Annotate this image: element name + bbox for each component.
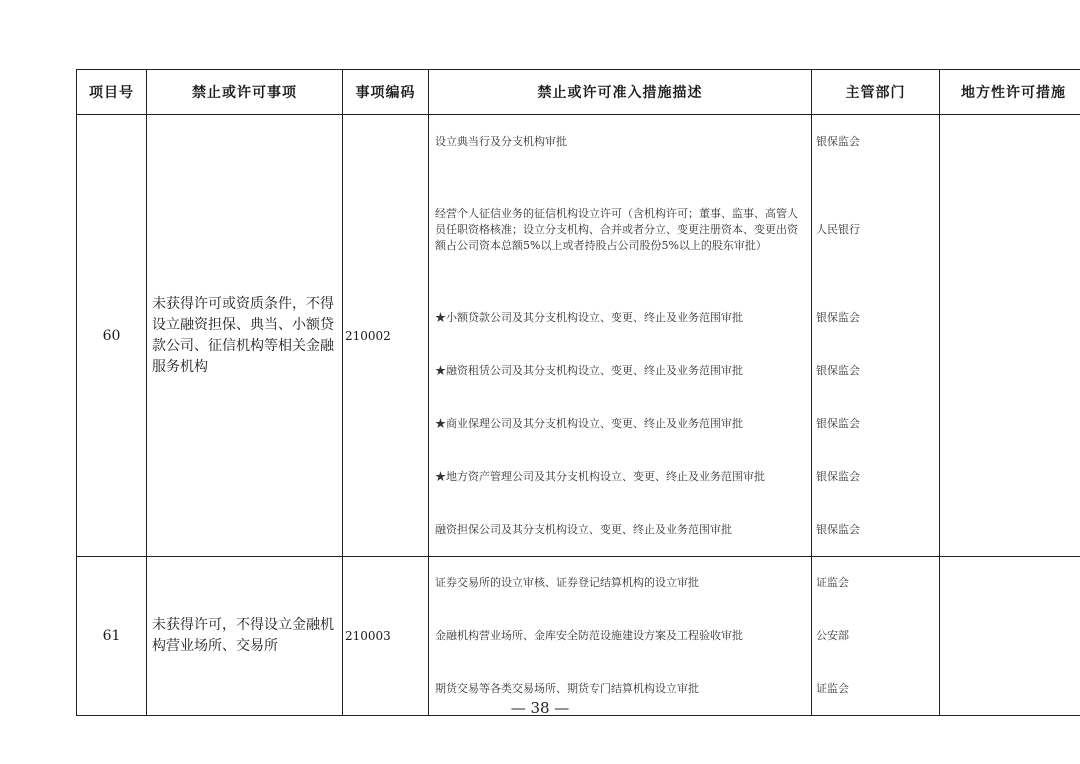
header-department: 主管部门 — [812, 70, 940, 115]
header-local-measures: 地方性许可措施 — [940, 70, 1080, 115]
department-item: 人民银行 — [816, 222, 860, 236]
measure-item: 证券交易所的设立审核、证券登记结算机构的设立审批 — [435, 576, 699, 589]
row-local-measures — [940, 557, 1080, 716]
row-departments — [812, 115, 940, 557]
row-code: 210002 — [343, 115, 429, 557]
table-header-row — [77, 70, 1080, 115]
table-row — [77, 557, 1080, 716]
department-item: 证监会 — [816, 681, 849, 695]
row-departments — [812, 557, 940, 716]
department-item: 公安部 — [816, 628, 849, 642]
row-local-measures — [940, 115, 1080, 557]
measure-item: ★融资租赁公司及其分支机构设立、变更、终止及业务范围审批 — [435, 363, 743, 377]
department-item: 银保监会 — [816, 416, 860, 430]
measure-item: ★商业保理公司及其分支机构设立、变更、终止及业务范围审批 — [435, 416, 743, 430]
row-number: 60 — [77, 115, 147, 557]
measure-item: 设立典当行及分支机构审批 — [435, 134, 567, 148]
header-description: 禁止或许可准入措施描述 — [429, 70, 812, 115]
department-item: 银保监会 — [816, 522, 860, 536]
permit-table — [76, 69, 1080, 716]
row-code: 210003 — [343, 557, 429, 716]
header-item-number: 项目号 — [77, 70, 147, 115]
table-row — [77, 115, 1080, 557]
measure-item: 金融机构营业场所、金库安全防范设施建设方案及工程验收审批 — [435, 628, 743, 642]
page-number: — 38 — — [510, 699, 570, 717]
row-measures — [429, 115, 812, 557]
header-code: 事项编码 — [343, 70, 429, 115]
header-item: 禁止或许可事项 — [147, 70, 343, 115]
measure-item: 期货交易等各类交易场所、期货专门结算机构设立审批 — [435, 681, 699, 695]
department-item: 银保监会 — [816, 310, 860, 324]
permit-table-container — [76, 69, 1066, 716]
row-number: 61 — [77, 557, 147, 716]
department-item: 证监会 — [816, 576, 849, 589]
department-item: 银保监会 — [816, 363, 860, 377]
department-item: 银保监会 — [816, 469, 860, 483]
measure-item: ★地方资产管理公司及其分支机构设立、变更、终止及业务范围审批 — [435, 469, 765, 483]
row-item: 未获得许可，不得设立金融机构营业场所、交易所 — [147, 557, 343, 716]
department-item: 银保监会 — [816, 134, 860, 148]
row-measures — [429, 557, 812, 716]
measure-item: 经营个人征信业务的征信机构设立许可（含机构许可；董事、监事、高管人员任职资格核准；设立分支机构、合并或者分立、变更注册资本、变更出资额占公司资本总额5%以上或者持股占公司股份5%以上的股东审批） — [435, 206, 798, 252]
measure-item: 融资担保公司及其分支机构设立、变更、终止及业务范围审批 — [435, 522, 732, 536]
measure-item: ★小额贷款公司及其分支机构设立、变更、终止及业务范围审批 — [435, 310, 743, 324]
row-item: 未获得许可或资质条件，不得设立融资担保、典当、小额贷款公司、征信机构等相关金融服务机构 — [147, 115, 343, 557]
